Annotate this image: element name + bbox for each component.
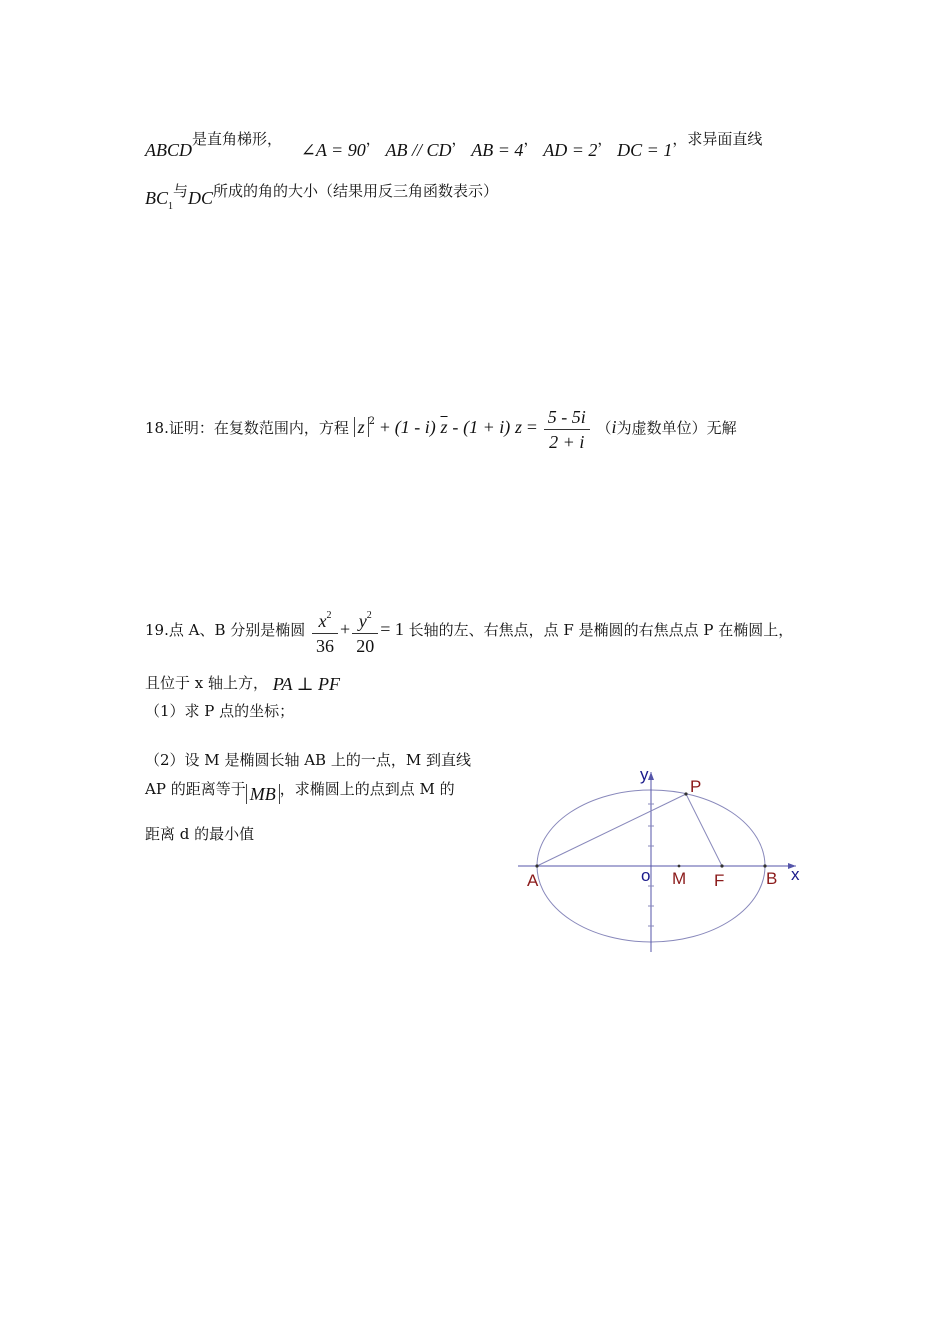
- fraction-y-squared: $\frac{y^2}{20}$: [352, 606, 378, 656]
- text-distance-equals: AP 的距离等于: [145, 780, 246, 798]
- minus-sign: -: [452, 417, 459, 437]
- text-find-angle: ，求异面直线: [672, 130, 763, 148]
- math-ab: AB = 4: [471, 140, 524, 160]
- problem-18: [145, 402, 737, 452]
- math-z-conjugate: $\overline{z}$: [440, 417, 448, 437]
- problem-19-part-2-line-1: （2）设 M 是椭圆长轴 AB 上的一点，M 到直线: [145, 751, 471, 769]
- problem-19-line-1: [145, 606, 793, 656]
- label-m: M: [672, 869, 687, 888]
- label-o: o: [641, 866, 651, 885]
- point-m: [678, 865, 681, 868]
- point-p: [684, 792, 687, 795]
- point-b: [763, 864, 766, 867]
- point-f: [720, 864, 723, 867]
- math-i: i: [611, 417, 617, 437]
- problem-19-part-2-line-3: 距离 d 的最小值: [145, 825, 255, 843]
- plus-sign: +: [340, 619, 351, 639]
- label-b: B: [766, 869, 778, 888]
- math-paren-1: (1 - i): [394, 417, 436, 437]
- math-dc: DC: [188, 188, 214, 208]
- text-foci: 长轴的左、右焦点，点 F 是椭圆的右焦点点 P 在椭圆上，: [408, 621, 794, 639]
- segment-pa: [537, 794, 686, 866]
- ellipse-figure: [510, 760, 810, 960]
- text-right-trapezoid: 是直角梯形，: [192, 130, 283, 148]
- math-dc: DC = 1: [617, 140, 673, 160]
- text-angle-size: 所成的角的大小（结果用反三角函数表示）: [213, 182, 499, 200]
- segment-pf: [686, 794, 722, 866]
- problem-19-label: 19.点 A、B 分别是椭圆: [145, 621, 306, 639]
- y-axis-arrow: [648, 772, 654, 780]
- comma: ，: [365, 130, 381, 148]
- problem-17-line-2: [145, 180, 499, 212]
- math-ad: AD = 2: [543, 140, 598, 160]
- fraction-denominator: 2 + i: [549, 431, 585, 452]
- problem-17-line-1: [145, 128, 763, 160]
- math-abcd: ABCD: [145, 140, 192, 160]
- math-pa-perp-pf: PA ⊥ PF: [272, 674, 341, 694]
- equals-sign: =: [526, 417, 537, 437]
- fraction-x-squared: $\frac{x^2}{36}$: [312, 606, 338, 656]
- text-and: 与: [173, 182, 189, 200]
- label-f: F: [714, 871, 725, 890]
- plus-sign: +: [379, 417, 390, 437]
- math-parallel: AB // CD: [385, 140, 452, 160]
- comma: ，: [523, 130, 539, 148]
- label-p: P: [690, 777, 702, 796]
- math-bc1: $BC_1$: [145, 188, 174, 212]
- point-a: [535, 864, 538, 867]
- comma: ，: [597, 130, 613, 148]
- label-x: x: [791, 865, 800, 884]
- label-y: y: [640, 765, 649, 784]
- fraction-numerator: 5 - 5i: [544, 407, 590, 430]
- math-abs-mb: MB: [246, 784, 280, 804]
- problem-19-line-2: [145, 672, 340, 693]
- text-points-to-m: ，求椭圆上的点到点 M 的: [279, 780, 455, 798]
- comma: ，: [451, 130, 467, 148]
- text-no-solution: 为虚数单位）无解: [616, 419, 737, 437]
- label-a: A: [527, 871, 539, 890]
- exponent: 2: [368, 416, 376, 427]
- problem-19-part-2-line-2: [145, 778, 455, 804]
- problem-19-part-1: （1）求 P 点的坐标；: [145, 702, 295, 720]
- math-z: z: [515, 417, 523, 437]
- math-angle-a: ∠A = 90: [300, 140, 366, 160]
- math-fraction: [544, 407, 590, 452]
- math-paren-2: (1 + i): [463, 417, 511, 437]
- problem-18-label: 18.证明：在复数范围内，方程: [145, 419, 349, 437]
- paren-open: （: [596, 419, 612, 437]
- math-abs-z: z: [354, 417, 369, 437]
- text-above-x-axis: 且位于 x 轴上方，: [145, 674, 268, 692]
- equals-one: = 1: [380, 619, 404, 639]
